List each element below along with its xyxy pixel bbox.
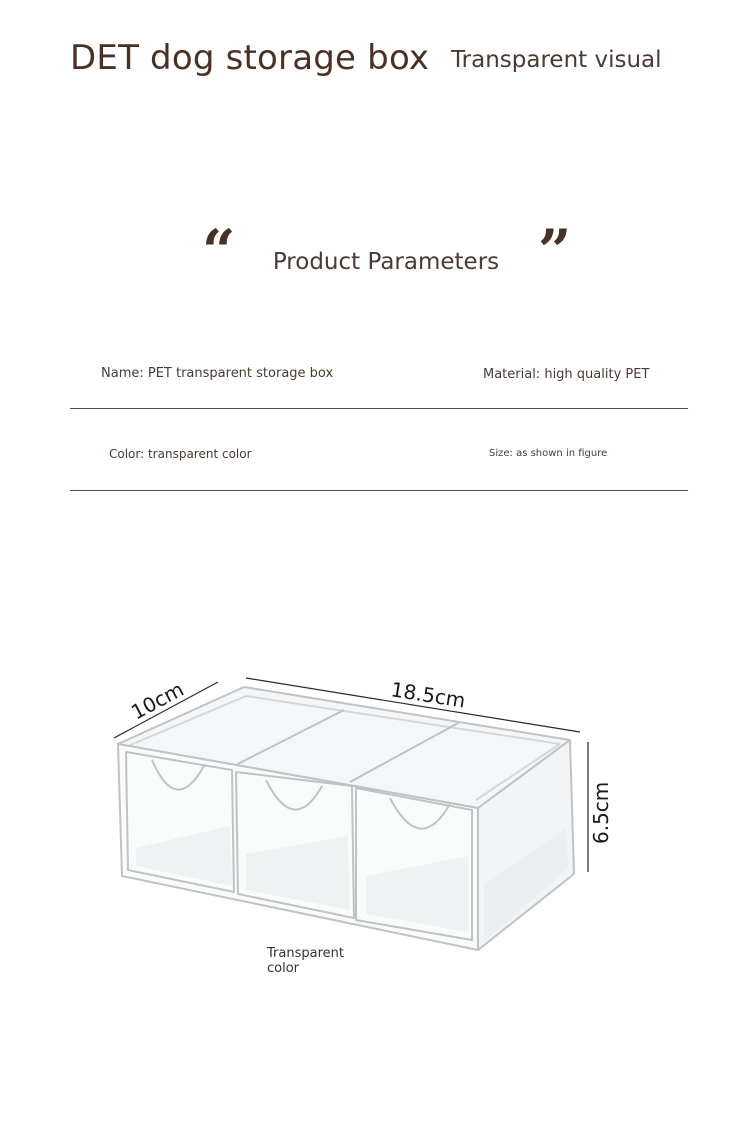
width-dimension-label: 18.5cm: [389, 677, 468, 713]
param-color: Color: transparent color: [109, 447, 252, 461]
parameters-heading: Product Parameters: [272, 249, 500, 275]
depth-dimension-label: 10cm: [127, 676, 188, 725]
param-name: Name: PET transparent storage box: [101, 366, 334, 381]
page-title: DET dog storage box: [70, 38, 430, 78]
page-subtitle: Transparent visual: [451, 47, 662, 73]
quote-open-icon: “: [202, 217, 236, 285]
height-dimension-label: 6.5cm: [589, 781, 613, 844]
divider: [70, 490, 688, 491]
param-size: Size: as shown in figure: [489, 448, 608, 459]
quote-close-icon: ”: [538, 217, 572, 285]
product-illustration: [100, 660, 660, 970]
color-caption: Transparent color: [267, 946, 344, 976]
divider: [70, 408, 688, 409]
param-material: Material: high quality PET: [483, 367, 650, 382]
